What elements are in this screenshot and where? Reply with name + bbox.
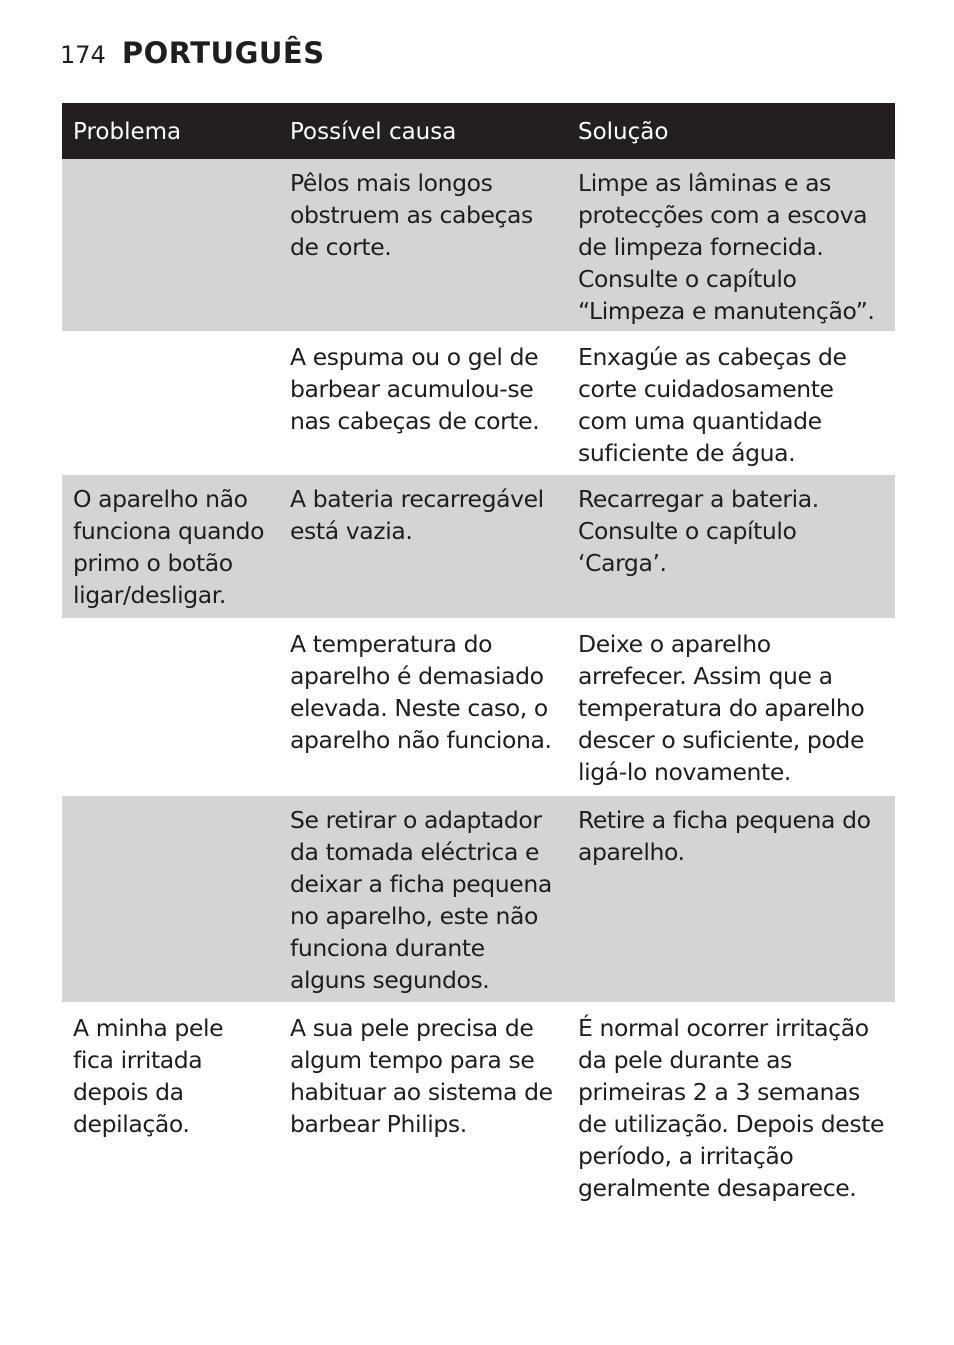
problem-cell: O aparelho não funciona quando primo o botão ligar/desligar. bbox=[73, 485, 265, 609]
column-header-solution: Solução bbox=[578, 119, 669, 145]
column-header-cause: Possível causa bbox=[290, 119, 457, 145]
cause-cell: Se retirar o adaptador da tomada eléctrica e deixar a ficha pequena no aparelho, este não funciona durante alguns segundos. bbox=[290, 806, 552, 994]
cause-cell: Pêlos mais longos obstruem as cabeças de corte. bbox=[290, 169, 533, 261]
problem-cell bbox=[62, 341, 279, 473]
section-title: PORTUGUÊS bbox=[121, 36, 325, 70]
solution-cell: É normal ocorrer irritação da pele durante as primeiras 2 a 3 semanas de utilização. Depois deste período, a irritação geralmente desaparece. bbox=[578, 1014, 885, 1202]
page-header bbox=[60, 36, 325, 72]
page-number: 174 bbox=[60, 41, 106, 69]
table-row bbox=[62, 1004, 895, 1214]
problem-cell: A minha pele fica irritada depois da depilação. bbox=[73, 1014, 224, 1138]
table-row bbox=[62, 475, 895, 620]
solution-cell: Limpe as lâminas e as protecções com a escova de limpeza fornecida. Consulte o capítulo “Limpeza e manutenção”. bbox=[578, 169, 875, 325]
table-row bbox=[62, 333, 895, 475]
solution-cell: Retire a ficha pequena do aparelho. bbox=[578, 806, 871, 866]
cause-cell: A bateria recarregável está vazia. bbox=[290, 485, 544, 545]
table-row bbox=[62, 620, 895, 796]
table-header-row bbox=[62, 103, 895, 159]
cause-cell: A sua pele precisa de algum tempo para se habituar ao sistema de barbear Philips. bbox=[290, 1014, 553, 1138]
solution-cell: Recarregar a bateria. Consulte o capítulo ‘Carga’. bbox=[578, 485, 819, 577]
problem-cell bbox=[62, 628, 279, 794]
column-header-problem: Problema bbox=[73, 119, 182, 145]
table-row bbox=[62, 159, 895, 333]
solution-cell: Enxagúe as cabeças de corte cuidadosamente com uma quantidade suficiente de água. bbox=[578, 343, 847, 467]
cause-cell: A temperatura do aparelho é demasiado elevada. Neste caso, o aparelho não funciona. bbox=[290, 630, 552, 754]
solution-cell: Deixe o aparelho arrefecer. Assim que a temperatura do aparelho descer o suficiente, pode ligá-lo novamente. bbox=[578, 630, 865, 786]
troubleshooting-table bbox=[62, 103, 895, 1214]
problem-cell bbox=[62, 167, 279, 331]
table-row bbox=[62, 796, 895, 1004]
cause-cell: A espuma ou o gel de barbear acumulou-se nas cabeças de corte. bbox=[290, 343, 540, 435]
problem-cell bbox=[62, 804, 279, 1002]
